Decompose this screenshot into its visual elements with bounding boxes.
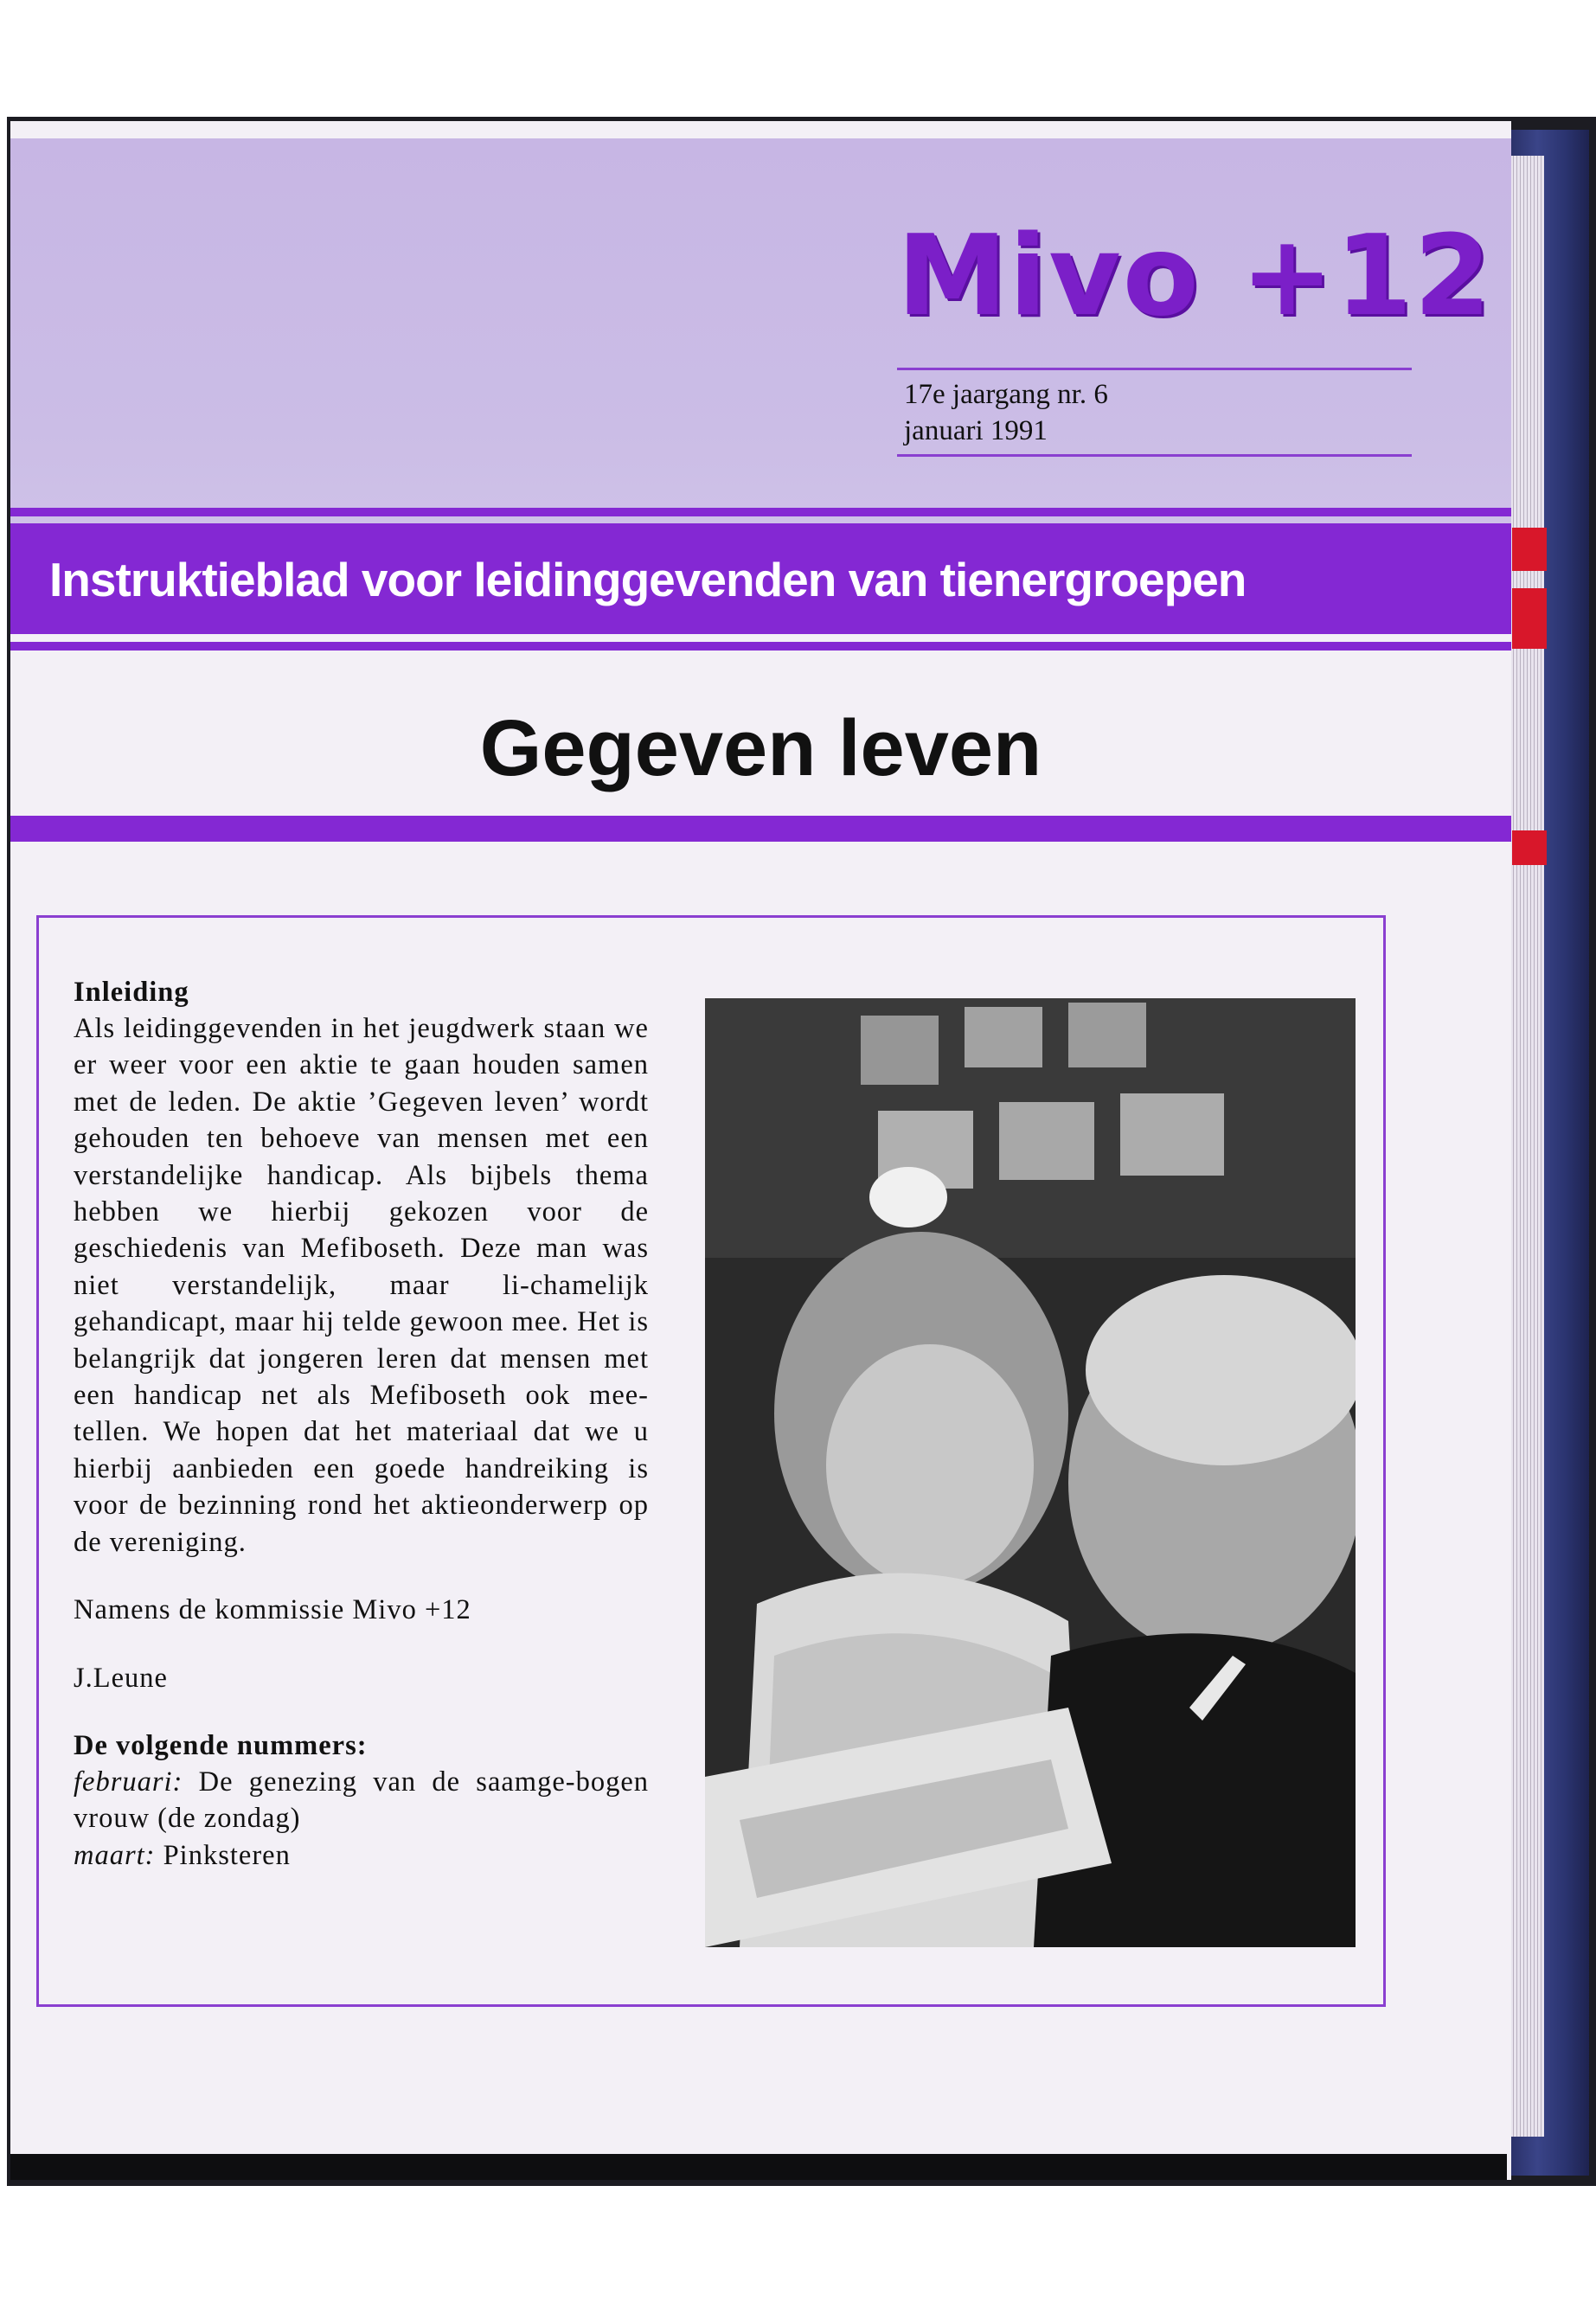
author: J.Leune (74, 1662, 168, 1694)
masthead-rule-top (897, 368, 1412, 370)
next-issues-heading: De volgende nummers: (74, 1729, 368, 1761)
edge-marker (1512, 830, 1547, 865)
intro-heading: Inleiding (74, 977, 189, 1008)
signoff: Namens de kommissie Mivo +12 (74, 1594, 471, 1626)
intro-body: Als leidinggevenden in het jeugdwerk staan we er weer voor een aktie te gaan houden samen met de leden. De aktie ’Gegeven leven’ wordt gehouden ten behoeve van mensen met een verstandelijke handicap. Als bijbels thema hebben we hierbij gekozen voor de geschiedenis van Mefiboseth. Deze man was niet verstandelijk, maar li-chamelijk gehandicapt, maar hij telde gewoon mee. Het is belangrijk dat jongeren leren dat mensen met een handicap net als Mefiboseth ook mee-tellen. We hopen dat het materiaal dat we u hierbij aanbieden een goede handreiking is voor de bezinning rond het aktieonderwerp op de vereniging. (74, 1013, 649, 1558)
stripe-thin (10, 642, 1511, 651)
edge-marker (1512, 588, 1547, 649)
next-issue-month: maart: (74, 1839, 156, 1871)
scan-bottom-strip (10, 2154, 1507, 2180)
title-underline-band (10, 816, 1511, 842)
next-issue-item (74, 1837, 649, 1874)
next-issue-topic: Pinksteren (163, 1839, 291, 1871)
edge-marker (1512, 528, 1547, 571)
photo-illustration (705, 998, 1356, 1947)
magazine-page (10, 121, 1511, 2180)
page-title: Gegeven leven (479, 704, 1042, 792)
subtitle: Instruktieblad voor leidinggevenden van tienergroepen (49, 553, 1247, 606)
next-issue-item (74, 1764, 649, 1837)
issue-date: januari 1991 (904, 415, 1048, 446)
photo-children-reading (705, 998, 1356, 1947)
stripe-thin (10, 508, 1511, 516)
issue-volume: 17e jaargang nr. 6 (904, 379, 1108, 410)
content-box (36, 915, 1386, 2007)
next-issue-month: februari: (74, 1766, 183, 1798)
issue-info (904, 376, 1406, 449)
masthead-rule-bottom (897, 454, 1412, 457)
text-column (74, 974, 649, 1874)
next-issue-topic: De genezing van de saamge-bogen vrouw (de zondag) (74, 1766, 649, 1835)
masthead-logo: Mivo +12 (897, 212, 1493, 341)
